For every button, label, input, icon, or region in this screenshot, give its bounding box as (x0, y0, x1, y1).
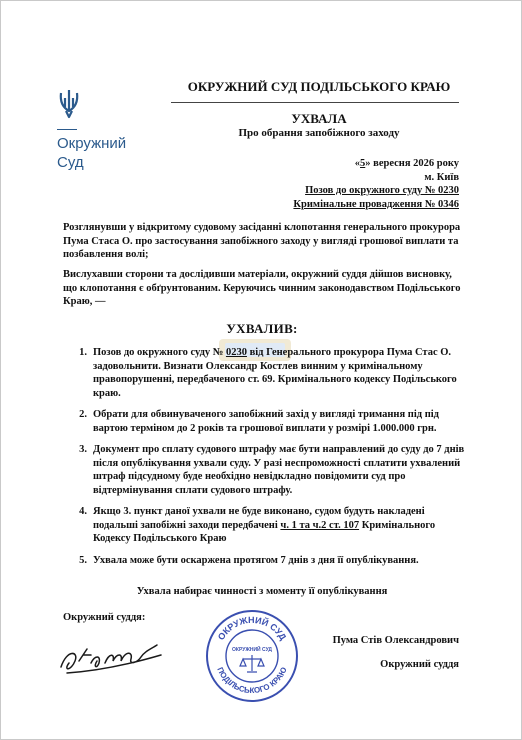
judge-role: Окружний суддя (380, 659, 459, 670)
document-city: м. Київ (424, 171, 459, 183)
court-title: ОКРУЖНИЙ СУД ПОДІЛЬСЬКОГО КРАЮ (187, 79, 451, 94)
case-number: Позов до окружного суду № 0230 (305, 185, 459, 196)
document-date: «5» вересня 2026 року (354, 158, 459, 169)
list-item: 4. Якщо 3. пункт даної ухвали не буде виконано, судом будуть накладені подальші запобіжні заходи передбачені ч. 1 та ч.2 ст. 107 Кримінального Кодексу Подільського Краю (79, 506, 436, 544)
trident-icon (57, 89, 81, 119)
list-item: 5. Ухвала може бути оскаржена протягом 7 днів з дня її опублікування. (79, 554, 419, 566)
title-divider (171, 102, 459, 103)
document-subject: Про обрання запобіжного заходу (238, 127, 400, 139)
document-meta (293, 157, 459, 211)
intro-paragraph-1: Розглянувши у відкритому судовому засіданні клопотання генерального прокурора Пума Стаса О. про застосування запобіжного заходу у вигляді грошової виплати та позбавлення волі; (63, 222, 461, 260)
proceeding-number: Кримінальне провадження № 0346 (293, 198, 459, 210)
logo-wordmark: Окружний Суд (57, 135, 127, 171)
stamp-outer-top: ОКРУЖНИЙ СУД (215, 614, 289, 642)
resolution-list (63, 346, 465, 575)
document-type: УХВАЛА (291, 111, 347, 126)
list-item: 2. Обрати для обвинуваченого запобіжний захід у вигляді тримання під під вартою терміном до 2 років та грошової виплати у розмірі 1.000.000 грн. (79, 409, 439, 434)
intro-paragraph-2: Вислухавши сторони та дослідивши матеріали, окружний суддя дійшов висновку, що клопотання є обґрунтованим. Керуючись чинним законодавством Подільського Краю, — (63, 269, 461, 307)
judge-label: Окружний суддя: (63, 612, 146, 623)
court-logo (57, 89, 137, 119)
stamp-inner-text: ОКРУЖНИЙ СУД (232, 647, 272, 653)
handwritten-signature (57, 627, 167, 677)
court-stamp (205, 609, 299, 703)
final-note: Ухвала набирає чинності з моменту її опублікування (136, 586, 388, 597)
list-item: 1. Позов до окружного суду № 0230 від Генерального прокурора Пума Стас О. задовольнити. Визнати Олександр Костлев винним у кримінальному правопорушенні, передбаченого ст. 69. Кримінального кодексу Подільського краю. (79, 347, 457, 399)
logo-divider (57, 129, 77, 130)
list-item: 3. Документ про сплату судового штрафу має бути направлений до суду до 7 днів після опублікування ухвали суду. У разі неспроможності сплатити ухвалений штраф підсудному буде необхідно невідкладно повідомити суд про відтермінування сплати судового штрафу. (79, 444, 465, 496)
resolution-heading: УХВАЛИВ: (226, 321, 298, 336)
judge-name: Пума Стів Олександрович (332, 635, 459, 646)
stamp-outer-bottom: ПОДІЛЬСЬКОГО КРАЮ (215, 665, 289, 696)
scales-icon (240, 655, 264, 672)
